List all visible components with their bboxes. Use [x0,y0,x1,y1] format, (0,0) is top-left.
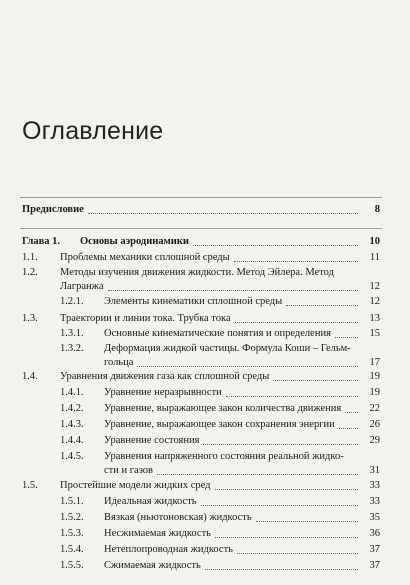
toc-page-number: 10 [369,236,380,247]
leader-dots [203,444,358,445]
leader-dots [108,290,358,291]
toc-entry-title: Несжимаемая жидкость [104,528,211,539]
toc-entry-title: Предисловие [22,204,84,215]
leader-dots [256,521,358,522]
page-title: Оглавление [22,117,164,145]
leader-dots [215,489,358,490]
toc-entry [0,479,380,493]
leader-dots [237,553,358,554]
toc-entry-title: Лагранжа [60,281,104,292]
leader-dots [273,380,358,381]
toc-entry-number: 1.3. [22,313,38,324]
leader-dots [205,569,358,570]
toc-entry-number: 1.3.1. [60,328,84,339]
toc-entry-title: Уравнения движения газа как сплошной среды [60,371,270,382]
divider-top [20,197,382,198]
toc-entry [0,312,380,326]
leader-dots [193,245,358,246]
toc-entry-number: 1.5.3. [60,528,84,539]
toc-page-number: 19 [369,371,380,382]
toc-entry-number: 1.2.1. [60,296,84,307]
toc-entry-number: 1.4.3. [60,419,84,430]
toc-entry-title: Основы аэродинамики [80,236,189,247]
toc-entry-number: 1.4. [22,371,38,382]
toc-page-number: 35 [369,512,380,523]
toc-entry-number: 1.5.5. [60,560,84,571]
toc-page-number: 19 [369,387,380,398]
toc-entry-number: 1.3.2. [60,343,84,354]
leader-dots [235,322,358,323]
toc-page-number: 29 [369,435,380,446]
toc-entry-title: Вязкая (ньютоновская) жидкость [104,512,252,523]
toc-entry-title: Уравнение, выражающее закон количества движения [104,403,342,414]
toc-page-number: 13 [369,313,380,324]
toc-entry [0,559,380,573]
toc-entry [0,370,380,384]
toc-entry-number: 1.2. [22,267,38,278]
toc-entry [0,327,380,341]
toc-entry [0,527,380,541]
toc-entry [0,251,380,265]
leader-dots [157,474,358,475]
toc-entry-title: Простейшие модели жидких сред [60,480,211,491]
toc-page-number: 33 [369,496,380,507]
toc-entry [0,235,380,249]
toc-entry-title: Уравнение, выражающее закон сохранения энергии [104,419,335,430]
toc-entry-title: Основные кинематические понятия и определения [104,328,331,339]
leader-dots [286,305,358,306]
toc-entry-number: Глава 1. [22,236,61,247]
toc-page-number: 36 [369,528,380,539]
toc-entry-number: 1.1. [22,252,38,263]
toc-page-number: 26 [369,419,380,430]
toc-entry-title: Уравнения напряженного состояния реальной жидко- [104,451,344,462]
toc-entry-title: сти и газов [104,465,153,476]
toc-entry [0,543,380,557]
toc-entry [0,450,380,478]
toc-entry-title: Методы изучения движения жидкости. Метод Эйлера. Метод [60,267,334,278]
toc-page-number: 22 [369,403,380,414]
toc-entry-title: Сжимаемая жидкость [104,560,201,571]
toc-entry-title: Уравнение неразрывности [104,387,222,398]
toc-entry [0,386,380,400]
divider-chapter [20,228,382,229]
toc-page-number: 8 [374,204,380,215]
toc-entry [0,418,380,432]
toc-entry [0,266,380,294]
toc-entry [0,203,380,217]
toc-entry-title: Деформация жидкой частицы. Формула Коши – Гельм- [104,343,351,354]
toc-entry-number: 1.5.4. [60,544,84,555]
toc-entry-number: 1.5. [22,480,38,491]
toc-entry-title: Траектории и линии тока. Трубка тока [60,313,231,324]
toc-page-number: 37 [369,560,380,571]
toc-page-number: 37 [369,544,380,555]
toc-page-number: 11 [369,252,380,263]
toc-page-number: 15 [369,328,380,339]
toc-entry-title: гольца [104,357,134,368]
leader-dots [335,337,358,338]
leader-dots [201,505,358,506]
toc-entry-number: 1.4.1. [60,387,84,398]
toc-entry-title: Идеальная жидкость [104,496,197,507]
leader-dots [88,213,358,214]
toc-page-number: 31 [369,465,380,476]
toc-entry-number: 1.4.4. [60,435,84,446]
toc-entry [0,495,380,509]
toc-page-number: 17 [369,357,380,368]
toc-page-number: 33 [369,480,380,491]
leader-dots [226,396,358,397]
toc-page-number: 12 [369,296,380,307]
toc-entry-title: Элементы кинематики сплошной среды [104,296,283,307]
toc-entry-title: Проблемы механики сплошной среды [60,252,230,263]
toc-entry-number: 1.4.2. [60,403,84,414]
leader-dots [215,537,358,538]
leader-dots [234,261,358,262]
toc-entry-number: 1.5.2. [60,512,84,523]
toc-entry-title: Нетеплопроводная жидкость [104,544,233,555]
toc-entry-number: 1.4.5. [60,451,84,462]
toc-entry [0,511,380,525]
leader-dots [137,366,358,367]
toc-entry-title: Уравнение состояния [104,435,200,446]
toc-page-number: 12 [369,281,380,292]
toc-entry [0,434,380,448]
toc-entry [0,402,380,416]
toc-entry [0,295,380,309]
toc-entry [0,342,380,370]
toc-entry-number: 1.5.1. [60,496,84,507]
